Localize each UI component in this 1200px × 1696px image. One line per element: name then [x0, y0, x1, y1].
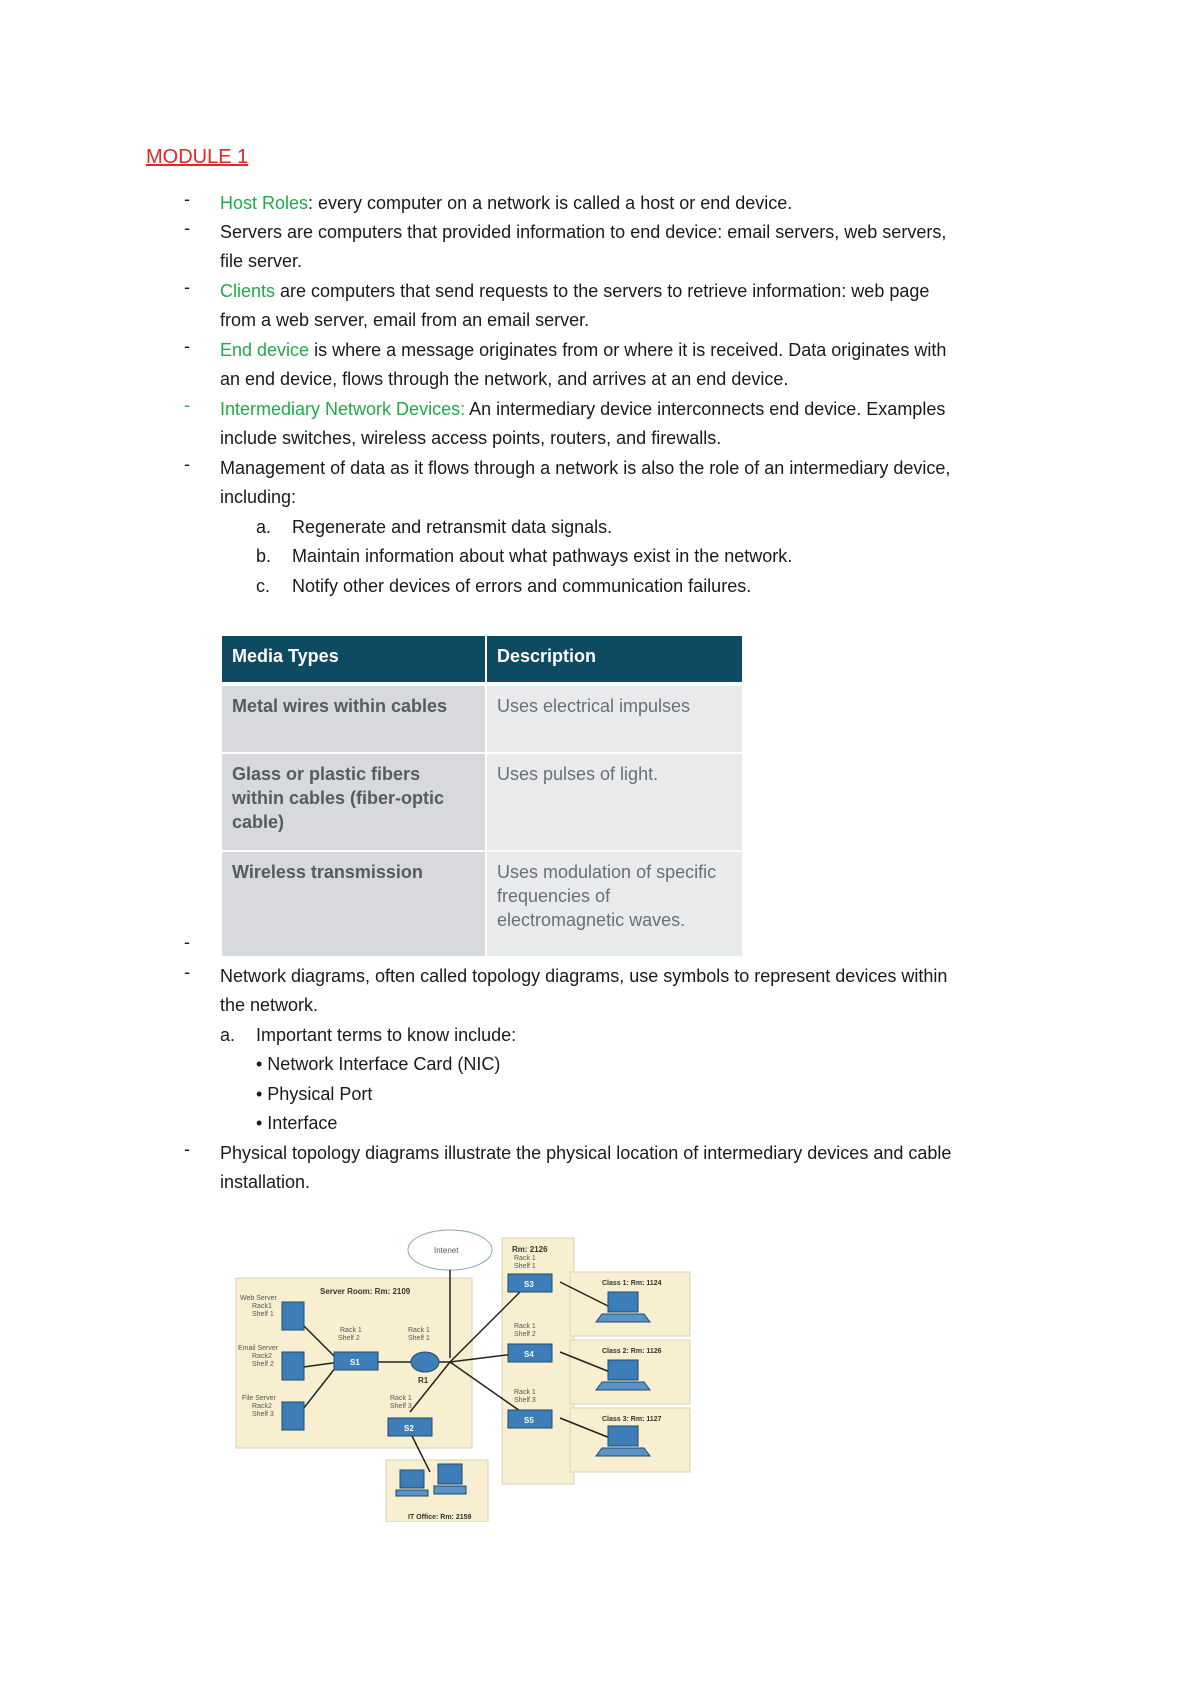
clients-item [220, 277, 1120, 336]
term-bullet: • Physical Port [256, 1084, 373, 1104]
web-server-icon [282, 1302, 304, 1330]
physical-topology-diagram [230, 1222, 700, 1522]
list-dash: - [184, 932, 190, 952]
web-server-loc: Shelf 1 [252, 1311, 274, 1318]
host-roles-item [220, 189, 1080, 218]
sub-item-text: Maintain information about what pathways exist in the network. [292, 546, 793, 566]
intermediary-item [220, 395, 1120, 454]
table-header-description: Description [487, 636, 742, 682]
module-title: MODULE 1 [146, 146, 249, 168]
list-dash: - [184, 336, 190, 356]
list-dash: - [184, 1139, 190, 1159]
table-cell-type: Wireless transmission [222, 852, 485, 956]
s5-loc: Rack 1 [514, 1389, 536, 1396]
rm-2126-label: Rm: 2126 [512, 1245, 548, 1254]
term-bullet: • Network Interface Card (NIC) [256, 1054, 501, 1074]
s3-loc: Rack 1 [514, 1255, 536, 1262]
s3-label: S3 [524, 1280, 534, 1289]
list-dash: - [184, 189, 190, 209]
switch-s3-icon [508, 1274, 552, 1292]
s4-loc: Rack 1 [514, 1323, 536, 1330]
clients-term: Clients [220, 281, 276, 301]
servers-line-1: Servers are computers that provided information to end device: email servers, web servers, [220, 222, 947, 242]
file-server-icon [282, 1402, 304, 1430]
servers-item [220, 218, 1120, 277]
class3-label: Class 3: Rm: 1127 [602, 1416, 662, 1423]
s4-loc: Shelf 2 [514, 1331, 536, 1338]
web-server-loc: Rack1 [252, 1303, 272, 1310]
s5-loc: Shelf 3 [514, 1397, 536, 1404]
file-server-label: File Server [242, 1395, 276, 1402]
physical-topology-item [220, 1139, 1140, 1198]
s3-loc: Shelf 1 [514, 1263, 536, 1270]
management-line-2: including: [220, 487, 297, 508]
end-device-item [220, 336, 1120, 395]
s1-loc: Rack 1 [340, 1327, 362, 1334]
email-server-label: Email Server [238, 1345, 279, 1352]
desktop-computer-icon [434, 1464, 466, 1494]
physical-line-1: Physical topology diagrams illustrate the physical location of intermediary devices and cable [220, 1143, 952, 1163]
router-loc: Shelf 1 [408, 1335, 430, 1342]
list-dash: - [184, 218, 190, 238]
sub-item-letter: a. [220, 1025, 236, 1045]
diagrams-line-1: Network diagrams, often called topology diagrams, use symbols to represent devices within [220, 966, 948, 986]
table-header-media-types: Media Types [222, 636, 485, 682]
switch-s2-icon [388, 1418, 432, 1436]
switch-s5-icon [508, 1410, 552, 1428]
intermediary-line-2: include switches, wireless access points, routers, and firewalls. [220, 428, 722, 449]
intermediary-term: Intermediary Network Devices: [220, 399, 466, 419]
servers-line-2: file server. [220, 251, 303, 272]
web-server-label: Web Server [240, 1295, 277, 1302]
sub-item-text: Regenerate and retransmit data signals. [292, 517, 613, 537]
s1-label: S1 [350, 1358, 360, 1367]
s2-loc: Shelf 3 [390, 1403, 412, 1410]
email-server-loc: Rack2 [252, 1353, 272, 1360]
switch-s1-icon [334, 1352, 378, 1370]
end-device-term: End device [220, 340, 310, 360]
s5-label: S5 [524, 1416, 534, 1425]
end-device-line-2: an end device, flows through the network, and arrives at an end device. [220, 369, 789, 390]
internet-label: Intenet [434, 1246, 459, 1255]
r1-label: R1 [418, 1376, 429, 1385]
list-dash: - [184, 277, 190, 297]
clients-line-2: from a web server, email from an email server. [220, 310, 590, 331]
s2-loc: Rack 1 [390, 1395, 412, 1402]
list-dash: - [184, 395, 190, 415]
management-line-1: Management of data as it flows through a network is also the role of an intermediary device, [220, 458, 951, 478]
table-cell-type: Glass or plastic fibers within cables (fiber-optic cable) [222, 754, 485, 850]
sub-item-text: Notify other devices of errors and communication failures. [292, 576, 752, 596]
s1-loc: Shelf 2 [338, 1335, 360, 1342]
list-dash: - [184, 454, 190, 474]
router-loc: Rack 1 [408, 1327, 430, 1334]
email-server-icon [282, 1352, 304, 1380]
email-server-loc: Shelf 2 [252, 1361, 274, 1368]
table-cell-desc: Uses modulation of specific frequencies of electromagnetic waves. [487, 852, 742, 956]
sub-item-letter: b. [256, 546, 272, 566]
it-office-label: IT Office: Rm: 2159 [408, 1514, 472, 1521]
table-cell-type: Metal wires within cables [222, 686, 485, 752]
diagrams-line-2: the network. [220, 995, 319, 1016]
host-roles-text: : every computer on a network is called a host or end device. [308, 193, 793, 213]
class1-label: Class 1: Rm: 1124 [602, 1280, 662, 1287]
file-server-loc: Shelf 3 [252, 1411, 274, 1418]
sub-item-letter: a. [256, 517, 272, 537]
s4-label: S4 [524, 1350, 534, 1359]
media-types-table [222, 636, 742, 956]
class2-label: Class 2: Rm: 1126 [602, 1348, 662, 1355]
intermediary-text: An intermediary device interconnects end device. Examples [465, 399, 946, 419]
table-cell-desc: Uses pulses of light. [487, 754, 742, 850]
end-device-text: is where a message originates from or where it is received. Data originates with [309, 340, 947, 360]
important-terms-intro: Important terms to know include: [256, 1025, 517, 1045]
term-bullet: • Interface [256, 1113, 338, 1133]
table-cell-desc: Uses electrical impulses [487, 686, 742, 752]
physical-line-2: installation. [220, 1172, 311, 1193]
management-item [220, 454, 1140, 513]
host-roles-term: Host Roles [220, 193, 309, 213]
desktop-computer-icon [396, 1470, 428, 1496]
file-server-loc: Rack2 [252, 1403, 272, 1410]
server-room-label: Server Room: Rm: 2109 [320, 1287, 411, 1296]
network-diagrams-item [220, 962, 1120, 1021]
clients-text: are computers that send requests to the servers to retrieve information: web page [275, 281, 930, 301]
switch-s4-icon [508, 1344, 552, 1362]
s2-label: S2 [404, 1424, 414, 1433]
sub-item-letter: c. [256, 576, 271, 596]
list-dash: - [184, 962, 190, 982]
